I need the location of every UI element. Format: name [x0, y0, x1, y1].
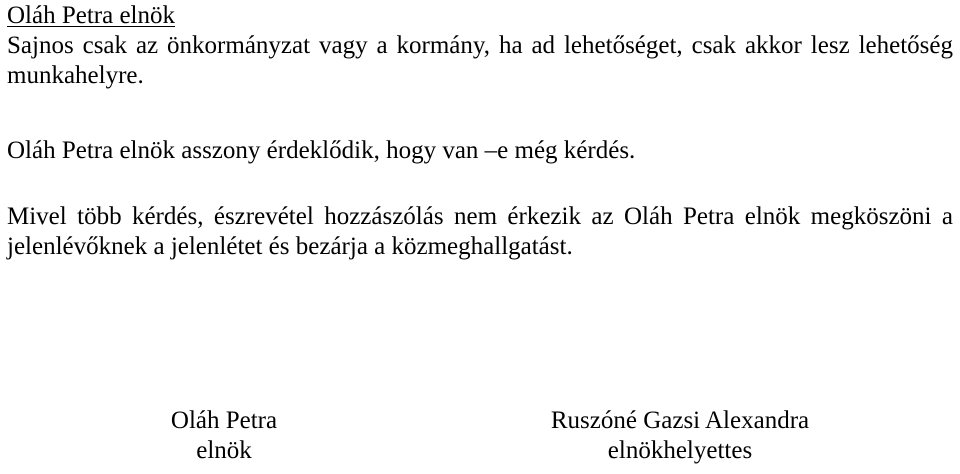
paragraph-question: Oláh Petra elnök asszony érdeklődik, hogy van –e még kérdés.	[7, 137, 636, 164]
signature-name: Ruszóné Gazsi Alexandra	[550, 407, 810, 434]
signature-name: Oláh Petra	[170, 407, 278, 434]
paragraph-response: Sajnos csak az önkormányzat vagy a kormány, ha ad lehetőséget, csak akkor lesz lehetőség munkahelyre.	[7, 32, 953, 89]
signature-block-vice-chair	[500, 406, 860, 466]
speaker-heading: Oláh Petra elnök	[7, 2, 176, 29]
signature-title: elnök	[196, 437, 252, 464]
signature-block-chair	[124, 406, 324, 466]
paragraph-closing: Mivel több kérdés, észrevétel hozzászólás nem érkezik az Oláh Petra elnök megköszöni a jelenlévőknek a jelenlétet és bezárja a közmeghallgatást.	[7, 203, 953, 260]
signature-title: elnökhelyettes	[607, 437, 753, 464]
